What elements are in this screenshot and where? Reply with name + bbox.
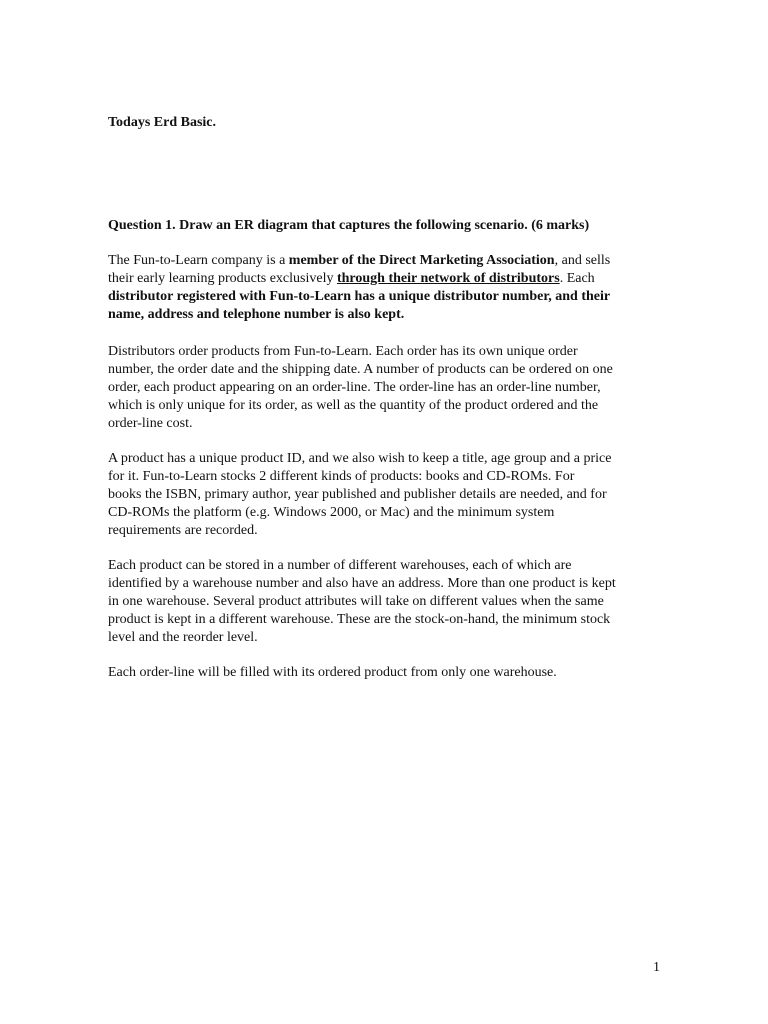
paragraph-products [108, 450, 668, 540]
document-heading: Todays Erd Basic. [108, 115, 217, 130]
paragraph-line: Each product can be stored in a number of different warehouses, each of which are [108, 558, 572, 573]
paragraph-line: books the ISBN, primary author, year published and publisher details are needed, and for [108, 487, 607, 502]
paragraph-line: order, each product appearing on an order-line. The order-line has an order-line number, [108, 380, 601, 395]
paragraph-line: A product has a unique product ID, and we also wish to keep a title, age group and a price [108, 451, 612, 466]
bold-underlined-text: through their network of distributors [336, 271, 560, 286]
paragraph-line: order-line cost. [108, 416, 193, 431]
paragraph-line: level and the reorder level. [108, 630, 258, 645]
paragraph-line: for it. Fun-to-Learn stocks 2 different kinds of products: books and CD-ROMs. For [108, 469, 575, 484]
question-title: Question 1. Draw an ER diagram that captures the following scenario. (6 marks) [108, 218, 590, 233]
page-number: 1 [653, 960, 660, 975]
paragraph-line: identified by a warehouse number and also have an address. More than one product is kept [108, 576, 616, 591]
paragraph-line: distributor registered with Fun-to-Learn has a unique distributor number, and their [108, 289, 611, 304]
paragraph-line: requirements are recorded. [108, 523, 258, 538]
paragraph-line: in one warehouse. Several product attributes will take on different values when the same [108, 594, 604, 609]
paragraph-orders [108, 343, 668, 433]
paragraph-company-distributors [108, 252, 668, 324]
paragraph-line: Distributors order products from Fun-to-Learn. Each order has its own unique order [108, 344, 578, 359]
bold-text: member of the Direct Marketing Association [288, 253, 555, 268]
paragraph-line: number, the order date and the shipping date. A number of products can be ordered on one [108, 362, 613, 377]
paragraph-warehouses [108, 557, 668, 647]
paragraph-line: Each order-line will be filled with its ordered product from only one warehouse. [108, 665, 557, 680]
paragraph-line: product is kept in a different warehouse. These are the stock-on-hand, the minimum stock [108, 612, 611, 627]
paragraph-line: CD-ROMs the platform (e.g. Windows 2000, or Mac) and the minimum system [108, 505, 555, 520]
paragraph-order-line-fill [108, 664, 668, 682]
paragraph-line: name, address and telephone number is also kept. [108, 307, 405, 322]
paragraph-line: which is only unique for its order, as well as the quantity of the product ordered and the [108, 398, 599, 413]
paragraph-line: The Fun-to-Learn company is a member of the Direct Marketing Association, and sells [108, 253, 611, 268]
paragraph-line: their early learning products exclusively through their network of distributors. Each [108, 271, 595, 286]
